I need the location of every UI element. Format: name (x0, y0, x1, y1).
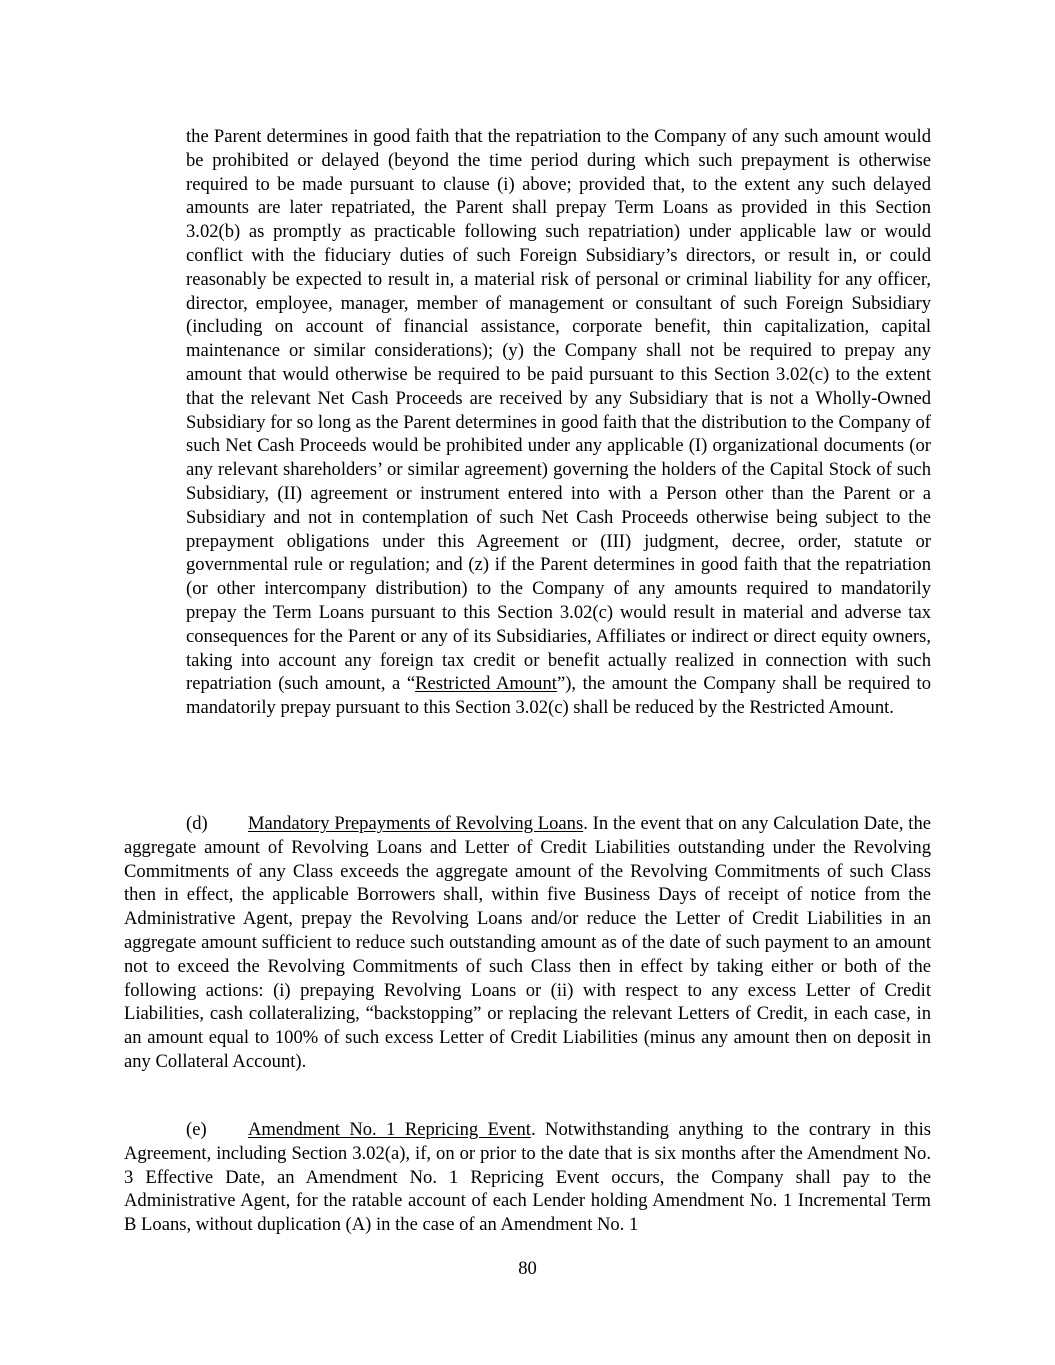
continuation-text-part1: the Parent determines in good faith that the repatriation to the Company of any such amount would be prohibited or delayed (beyond the time period during which such prepayment is otherwise required to be made pursuant to clause (i) above; provided that, to the extent any such delayed amounts are later repatriated, the Parent shall prepay Term Loans as provided in this Section 3.02(b) as promptly as practicable following such repatriation) under applicable law or would conflict with the fiduciary duties of such Foreign Subsidiary’s directors, or result in, or could reasonably be expected to result in, a material risk of personal or criminal liability for any officer, director, employee, manager, member of management or consultant of such Foreign Subsidiary (including on account of financial assistance, corporate benefit, thin capitalization, capital maintenance or similar considerations); (y) the Company shall not be required to prepay any amount that would otherwise be required to be paid pursuant to this Section 3.02(c) to the extent that the relevant Net Cash Proceeds are received by any Subsidiary that is not a Wholly-Owned Subsidiary for so long as the Parent determines in good faith that the distribution to the Company of such Net Cash Proceeds would be prohibited under any applicable (I) organizational documents (or any relevant shareholders’ or similar agreement) governing the holders of the Capital Stock of such Subsidiary, (II) agreement or instrument entered into with a Person other than the Parent or a Subsidiary and not in contemplation of such Net Cash Proceeds otherwise being subject to the prepayment obligations under this Agreement or (III) judgment, decree, order, statute or governmental rule or regulation; and (z) if the Parent determines in good faith that the repatriation (or other intercompany distribution) to the Company of any amounts required to mandatorily prepay the Term Loans pursuant to this Section 3.02(c) would result in material and adverse tax consequences for the Parent or any of its Subsidiaries, Affiliates or indirect or direct equity owners, taking into account any foreign tax credit or benefit actually realized in connection with such repatriation (such amount, a “ (186, 126, 931, 695)
continuation-paragraph (186, 125, 931, 720)
section-e-heading: Amendment No. 1 Repricing Event (248, 1119, 531, 1140)
section-d-paragraph (124, 812, 931, 1074)
section-e-enumerator: (e) (186, 1119, 207, 1140)
section-d-heading: Mandatory Prepayments of Revolving Loans (248, 813, 584, 834)
section-e-body: . Notwithstanding anything to the contrary in this Agreement, including Section 3.02(a), if, on or prior to the date that is six months after the Amendment No. 3 Effective Date, an Amendment No. 1 Repricing Event occurs, the Company shall pay to the Administrative Agent, for the ratable account of each Lender holding Amendment No. 1 Incremental Term B Loans, without duplication (A) in the case of an Amendment No. 1 (124, 1119, 931, 1236)
section-e-indent (124, 1119, 186, 1140)
page-number: 80 (518, 1258, 537, 1279)
section-d-body: . In the event that on any Calculation Date, the aggregate amount of Revolving Loans and Letter of Credit Liabilities outstanding under the Revolving Commitments of any Class exceeds the aggregate amount of the Revolving Commitments of such Class then in effect, the applicable Borrowers shall, within five Business Days of receipt of notice from the Administrative Agent, prepay the Revolving Loans and/or reduce the Letter of Credit Liabilities in an aggregate amount sufficient to reduce such outstanding amount as of the date of such payment to an amount not to exceed the Revolving Commitments of such Class then in effect by taking either or both of the following actions: (i) prepaying Revolving Loans or (ii) with respect to any excess Letter of Credit Liabilities, cash collateralizing, “backstopping” or replacing the relevant Letters of Credit, in each case, in an amount equal to 100% of such excess Letter of Credit Liabilities (minus any amount then on deposit in any Collateral Account). (124, 813, 931, 1072)
section-d-indent (124, 813, 186, 834)
continuation-text-part2: ”), the amount the Company shall be required to mandatorily prepay pursuant to this Section 3.02(c) shall be reduced by the Restricted Amount. (186, 673, 932, 719)
section-e-paragraph (124, 1118, 931, 1237)
defined-term-restricted-amount: Restricted Amount (415, 673, 557, 695)
section-d-enumerator: (d) (186, 813, 208, 834)
